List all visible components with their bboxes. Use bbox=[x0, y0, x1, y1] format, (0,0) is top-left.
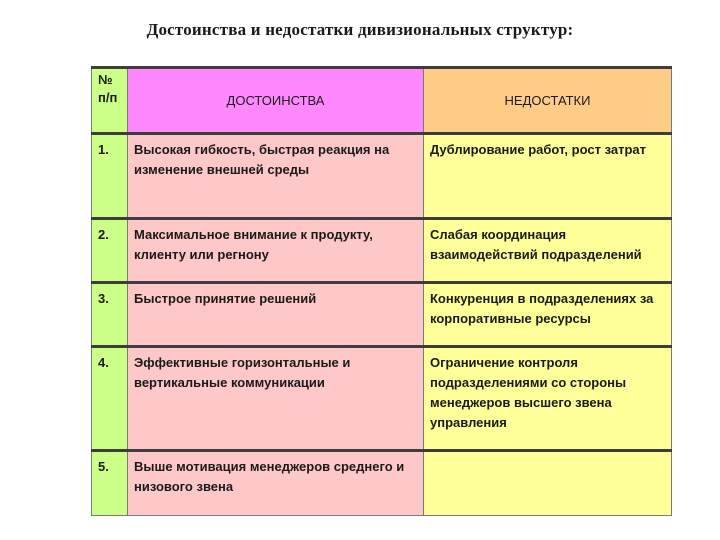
row-number: 3. bbox=[92, 283, 128, 347]
advantage-cell: Эффективные горизонтальные и вертикальные коммуникации bbox=[128, 347, 424, 451]
table-row bbox=[92, 283, 672, 347]
advantage-cell: Выше мотивация менеджеров среднего и низового звена bbox=[128, 451, 424, 516]
header-disadvantages: НЕДОСТАТКИ bbox=[424, 68, 672, 134]
table-row bbox=[92, 451, 672, 516]
disadvantage-cell bbox=[424, 451, 672, 516]
page-title: Достоинства и недостатки дивизиональных структур: bbox=[146, 20, 574, 39]
table-row bbox=[92, 219, 672, 283]
table-row bbox=[92, 347, 672, 451]
advantage-cell: Максимальное внимание к продукту, клиенту или регнону bbox=[128, 219, 424, 283]
row-number: 1. bbox=[92, 134, 128, 219]
disadvantage-cell: Дублирование работ, рост затрат bbox=[424, 134, 672, 219]
row-number: 2. bbox=[92, 219, 128, 283]
header-number-abbr: п/п bbox=[98, 90, 118, 105]
header-row bbox=[92, 68, 672, 134]
disadvantage-cell: Слабая координация взаимодействий подразделений bbox=[424, 219, 672, 283]
table-row bbox=[92, 134, 672, 219]
header-number-sign: № bbox=[98, 72, 113, 87]
header-number-cell bbox=[92, 68, 128, 134]
row-number: 4. bbox=[92, 347, 128, 451]
header-advantages: ДОСТОИНСТВА bbox=[128, 68, 424, 134]
disadvantage-cell: Ограничение контроля подразделениями со стороны менеджеров высшего звена управления bbox=[424, 347, 672, 451]
advantage-cell: Высокая гибкость, быстрая реакция на изменение внешней среды bbox=[128, 134, 424, 219]
row-number: 5. bbox=[92, 451, 128, 516]
disadvantage-cell: Конкуренция в подразделениях за корпоративные ресурсы bbox=[424, 283, 672, 347]
comparison-table bbox=[91, 66, 672, 516]
advantage-cell: Быстрое принятие решений bbox=[128, 283, 424, 347]
